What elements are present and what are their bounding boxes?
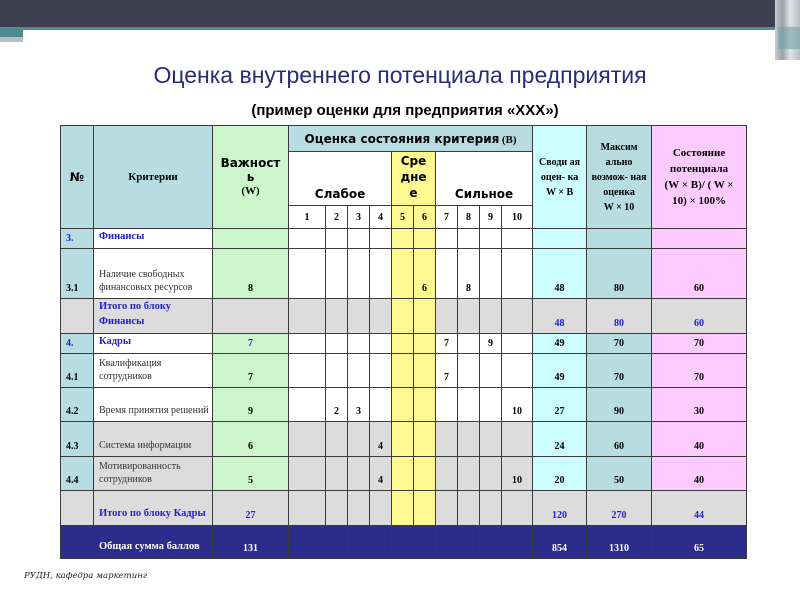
- header-score-1: 1: [289, 206, 326, 229]
- row-score-7: [436, 388, 458, 422]
- row-criterion: Кадры: [94, 334, 213, 354]
- row-score-4: [370, 249, 392, 299]
- row-score-7: [436, 299, 458, 334]
- header-score-7: 7: [436, 206, 458, 229]
- row-criterion: Общая сумма баллов: [94, 526, 213, 559]
- row-summary: 27: [533, 388, 587, 422]
- row-criterion: Итого по блоку Финансы: [94, 299, 213, 334]
- table-row: [61, 229, 747, 249]
- row-score-1: [289, 422, 326, 457]
- row-importance: 27: [213, 491, 289, 526]
- row-score-3: [348, 526, 370, 559]
- row-score-3: [348, 299, 370, 334]
- row-summary: 120: [533, 491, 587, 526]
- header-assessment-symbol: (B): [501, 133, 517, 146]
- header-importance: [213, 126, 289, 229]
- header-summary-label: Своди ая оцен- ка: [539, 156, 581, 183]
- row-importance: 7: [213, 354, 289, 388]
- row-importance: 8: [213, 249, 289, 299]
- slide-subtitle: (пример оценки для предприятия «XXX»): [251, 102, 559, 119]
- row-state: 40: [652, 422, 747, 457]
- row-score-4: [370, 526, 392, 559]
- row-score-3: [348, 457, 370, 491]
- row-number: 4.3: [61, 422, 94, 457]
- row-score-1: [289, 229, 326, 249]
- row-score-8: [458, 388, 480, 422]
- header-state-label: Состояние потенциала: [669, 147, 729, 175]
- row-number: 3.: [61, 229, 94, 249]
- row-state: 60: [652, 249, 747, 299]
- row-score-5: [392, 388, 414, 422]
- row-score-1: [289, 491, 326, 526]
- row-summary: [533, 229, 587, 249]
- row-score-5: [392, 299, 414, 334]
- row-state: 60: [652, 299, 747, 334]
- header-assessment: [289, 126, 533, 152]
- row-score-2: [326, 249, 348, 299]
- header-max: [587, 126, 652, 229]
- row-number: 3.1: [61, 249, 94, 299]
- row-criterion: Квалификация сотрудников: [94, 354, 213, 388]
- row-score-1: [289, 354, 326, 388]
- row-max: 80: [587, 299, 652, 334]
- row-score-8: [458, 422, 480, 457]
- row-score-6: [414, 491, 436, 526]
- header-importance-label: Важност ь: [220, 156, 281, 184]
- row-score-1: [289, 388, 326, 422]
- row-number: 4.: [61, 334, 94, 354]
- header-score-5: 5: [392, 206, 414, 229]
- row-score-5: [392, 526, 414, 559]
- row-score-3: [348, 422, 370, 457]
- header-score-2: 2: [326, 206, 348, 229]
- row-importance: [213, 299, 289, 334]
- row-score-2: 2: [326, 388, 348, 422]
- header-score-4: 4: [370, 206, 392, 229]
- row-score-10: [502, 354, 533, 388]
- row-score-7: 7: [436, 334, 458, 354]
- row-score-2: [326, 526, 348, 559]
- row-score-7: [436, 229, 458, 249]
- row-summary: 24: [533, 422, 587, 457]
- header-state: [652, 126, 747, 229]
- row-state: 30: [652, 388, 747, 422]
- table-row: [61, 299, 747, 334]
- table-row: [61, 526, 747, 559]
- row-score-1: [289, 334, 326, 354]
- row-score-8: 8: [458, 249, 480, 299]
- row-score-3: 3: [348, 388, 370, 422]
- row-score-5: [392, 249, 414, 299]
- row-score-6: 6: [414, 249, 436, 299]
- row-score-7: [436, 526, 458, 559]
- row-score-2: [326, 457, 348, 491]
- row-criterion: Мотивированность сотрудников: [94, 457, 213, 491]
- row-score-9: [480, 229, 502, 249]
- row-criterion: Финансы: [94, 229, 213, 249]
- row-score-10: [502, 299, 533, 334]
- row-score-9: [480, 249, 502, 299]
- row-score-8: [458, 229, 480, 249]
- header-number: №: [61, 126, 94, 229]
- row-score-2: [326, 354, 348, 388]
- table-row: [61, 249, 747, 299]
- row-importance: 7: [213, 334, 289, 354]
- row-summary: 49: [533, 354, 587, 388]
- header-medium: Сре дне е: [392, 152, 436, 206]
- header-max-formula: W × 10: [603, 201, 635, 213]
- table-row: [61, 457, 747, 491]
- row-state: 70: [652, 334, 747, 354]
- slide-top-bar: [0, 0, 800, 27]
- row-summary: 854: [533, 526, 587, 559]
- row-score-5: [392, 457, 414, 491]
- row-score-2: [326, 491, 348, 526]
- row-score-8: [458, 526, 480, 559]
- row-score-6: [414, 299, 436, 334]
- row-score-7: [436, 422, 458, 457]
- row-score-3: [348, 249, 370, 299]
- row-score-2: [326, 334, 348, 354]
- row-criterion: Наличие свободных финансовых ресурсов: [94, 249, 213, 299]
- row-score-6: [414, 388, 436, 422]
- row-score-4: [370, 229, 392, 249]
- row-importance: 6: [213, 422, 289, 457]
- header-score-8: 8: [458, 206, 480, 229]
- row-score-7: 7: [436, 354, 458, 388]
- row-score-5: [392, 334, 414, 354]
- row-score-5: [392, 491, 414, 526]
- header-score-3: 3: [348, 206, 370, 229]
- row-score-4: [370, 299, 392, 334]
- row-score-3: [348, 354, 370, 388]
- header-score-6: 6: [414, 206, 436, 229]
- row-max: 70: [587, 354, 652, 388]
- row-score-6: [414, 422, 436, 457]
- row-score-9: [480, 491, 502, 526]
- table-row: [61, 491, 747, 526]
- row-score-10: [502, 249, 533, 299]
- row-summary: 48: [533, 249, 587, 299]
- potential-assessment-table: [60, 125, 747, 559]
- row-score-9: [480, 388, 502, 422]
- row-score-5: [392, 422, 414, 457]
- header-score-10: 10: [502, 206, 533, 229]
- row-score-8: [458, 334, 480, 354]
- row-score-5: [392, 229, 414, 249]
- row-score-6: [414, 354, 436, 388]
- decor-right-edge-teal: [778, 27, 800, 49]
- row-score-2: [326, 229, 348, 249]
- row-importance: 131: [213, 526, 289, 559]
- row-score-10: 10: [502, 457, 533, 491]
- table-row: [61, 422, 747, 457]
- row-score-10: [502, 422, 533, 457]
- row-score-10: [502, 491, 533, 526]
- row-criterion: Итого по блоку Кадры: [94, 491, 213, 526]
- table-row: [61, 354, 747, 388]
- decor-teal-line: [23, 27, 775, 30]
- row-number: 4.1: [61, 354, 94, 388]
- row-score-9: 9: [480, 334, 502, 354]
- row-score-9: [480, 299, 502, 334]
- decor-strip-left-gray: [0, 37, 23, 42]
- header-importance-symbol: (W): [241, 185, 260, 197]
- row-max: 60: [587, 422, 652, 457]
- row-state: 65: [652, 526, 747, 559]
- row-score-6: [414, 457, 436, 491]
- row-score-1: [289, 299, 326, 334]
- row-score-8: [458, 354, 480, 388]
- row-max: 1310: [587, 526, 652, 559]
- header-criteria: Критерии: [94, 126, 213, 229]
- slide-footer: РУДН, кафедра маркетинг: [24, 571, 148, 581]
- row-number: [61, 491, 94, 526]
- row-score-3: [348, 229, 370, 249]
- row-importance: 5: [213, 457, 289, 491]
- row-score-8: [458, 299, 480, 334]
- row-max: 270: [587, 491, 652, 526]
- table-row: [61, 388, 747, 422]
- row-score-2: [326, 422, 348, 457]
- row-score-8: [458, 457, 480, 491]
- row-score-6: [414, 229, 436, 249]
- row-score-9: [480, 354, 502, 388]
- row-score-4: [370, 491, 392, 526]
- row-number: [61, 526, 94, 559]
- row-importance: 9: [213, 388, 289, 422]
- row-criterion: Время принятия решений: [94, 388, 213, 422]
- row-state: 40: [652, 457, 747, 491]
- header-summary: [533, 126, 587, 229]
- row-summary: 49: [533, 334, 587, 354]
- row-score-4: [370, 334, 392, 354]
- row-max: 80: [587, 249, 652, 299]
- row-score-1: [289, 457, 326, 491]
- row-score-10: [502, 526, 533, 559]
- row-score-7: [436, 457, 458, 491]
- row-score-3: [348, 334, 370, 354]
- row-state: [652, 229, 747, 249]
- row-score-10: [502, 334, 533, 354]
- row-max: [587, 229, 652, 249]
- header-state-formula: (W × B)/ ( W × 10) × 100%: [664, 179, 734, 207]
- header-strong: Сильное: [436, 152, 533, 206]
- row-score-6: [414, 526, 436, 559]
- row-score-5: [392, 354, 414, 388]
- row-score-4: [370, 354, 392, 388]
- row-score-1: [289, 249, 326, 299]
- row-score-7: [436, 491, 458, 526]
- row-summary: 48: [533, 299, 587, 334]
- row-max: 90: [587, 388, 652, 422]
- row-number: [61, 299, 94, 334]
- row-score-10: [502, 229, 533, 249]
- slide-title: Оценка внутреннего потенциала предприятия: [153, 62, 647, 88]
- row-score-10: 10: [502, 388, 533, 422]
- row-score-4: 4: [370, 422, 392, 457]
- row-score-9: [480, 457, 502, 491]
- row-score-9: [480, 526, 502, 559]
- decor-strip-left: [0, 27, 23, 37]
- header-weak: Слабое: [289, 152, 392, 206]
- row-state: 44: [652, 491, 747, 526]
- row-score-2: [326, 299, 348, 334]
- row-importance: [213, 229, 289, 249]
- row-max: 70: [587, 334, 652, 354]
- header-summary-formula: W × B: [545, 186, 574, 198]
- header-assessment-label: Оценка состояния критерия: [304, 131, 500, 146]
- row-score-1: [289, 526, 326, 559]
- row-score-9: [480, 422, 502, 457]
- row-max: 50: [587, 457, 652, 491]
- row-score-7: [436, 249, 458, 299]
- row-score-8: [458, 491, 480, 526]
- header-score-9: 9: [480, 206, 502, 229]
- row-number: 4.4: [61, 457, 94, 491]
- table-row: [61, 334, 747, 354]
- header-max-label: Максим ально возмож- ная оценка: [591, 141, 647, 198]
- row-state: 70: [652, 354, 747, 388]
- row-summary: 20: [533, 457, 587, 491]
- row-criterion: Система информации: [94, 422, 213, 457]
- row-score-4: 4: [370, 457, 392, 491]
- row-score-6: [414, 334, 436, 354]
- row-score-4: [370, 388, 392, 422]
- row-number: 4.2: [61, 388, 94, 422]
- row-score-3: [348, 491, 370, 526]
